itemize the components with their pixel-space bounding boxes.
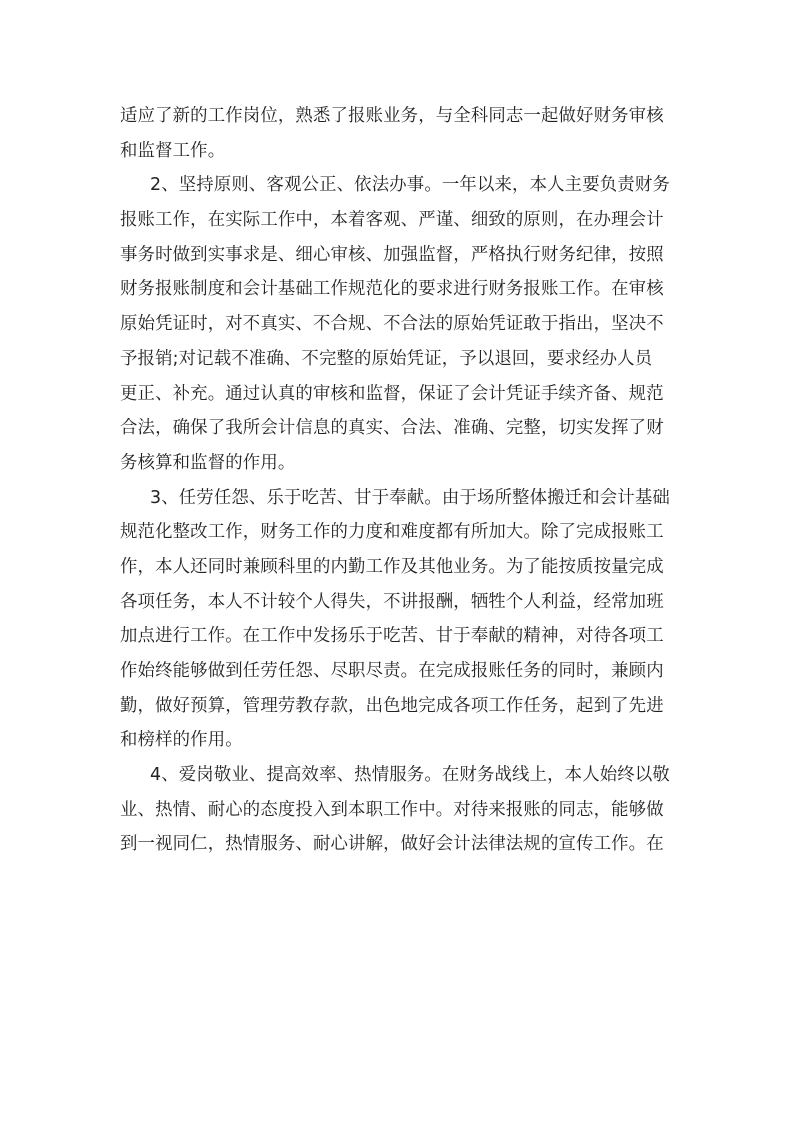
text-line: 规范化整改工作，财务工作的力度和难度都有所加大。除了完成报账工: [120, 522, 664, 543]
text-line: 更正、补充。通过认真的审核和监督，保证了会计凭证手续齐备、规范: [120, 383, 664, 404]
text-line: 业、热情、耐心的态度投入到本职工作中。对待来报账的同志，能够做: [120, 799, 664, 820]
text-line: 报账工作，在实际工作中，本着客观、严谨、细致的原则，在办理会计: [120, 210, 664, 231]
text-line: 各项任务，本人不计较个人得失，不讲报酬，牺牲个人利益，经常加班: [120, 591, 664, 612]
text-line: 和榜样的作用。: [120, 730, 243, 751]
text-line: 予报销;对记载不准确、不完整的原始凭证，予以退回，要求经办人员: [120, 348, 653, 369]
text-line: 原始凭证时，对不真实、不合规、不合法的原始凭证敢于指出，坚决不: [120, 314, 664, 335]
text-line: 适应了新的工作岗位，熟悉了报账业务，与全科同志一起做好财务审核: [120, 106, 664, 126]
text-line: 和监督工作。: [120, 140, 226, 161]
text-line: 事务时做到实事求是、细心审核、加强监督，严格执行财务纪律，按照: [120, 244, 664, 265]
text-line: 作，本人还同时兼顾科里的内勤工作及其他业务。为了能按质按量完成: [120, 556, 664, 577]
body-text: [120, 99, 680, 862]
text-line: 勤，做好预算，管理劳教存款，出色地完成各项工作任务，起到了先进: [120, 695, 664, 716]
text-line: 到一视同仁，热情服务、耐心讲解，做好会计法律法规的宣传工作。在: [120, 834, 664, 855]
paragraph-4-start: 4、爱岗敬业、提高效率、热情服务。在财务战线上，本人始终以敬: [150, 765, 670, 786]
text-line: 务核算和监督的作用。: [120, 452, 296, 473]
text-line: 加点进行工作。在工作中发扬乐于吃苦、甘于奉献的精神，对待各项工: [120, 626, 664, 647]
paragraph-3-start: 3、任劳任怨、乐于吃苦、甘于奉献。由于场所整体搬迁和会计基础: [150, 487, 670, 508]
text-line: 作始终能够做到任劳任怨、尽职尽责。在完成报账任务的同时，兼顾内: [120, 661, 664, 681]
paragraph-2-start: 2、坚持原则、客观公正、依法办事。一年以来，本人主要负责财务: [150, 175, 670, 196]
text-line: 财务报账制度和会计基础工作规范化的要求进行财务报账工作。在审核: [120, 279, 664, 300]
text-line: 合法，确保了我所会计信息的真实、合法、准确、完整，切实发挥了财: [120, 418, 664, 439]
